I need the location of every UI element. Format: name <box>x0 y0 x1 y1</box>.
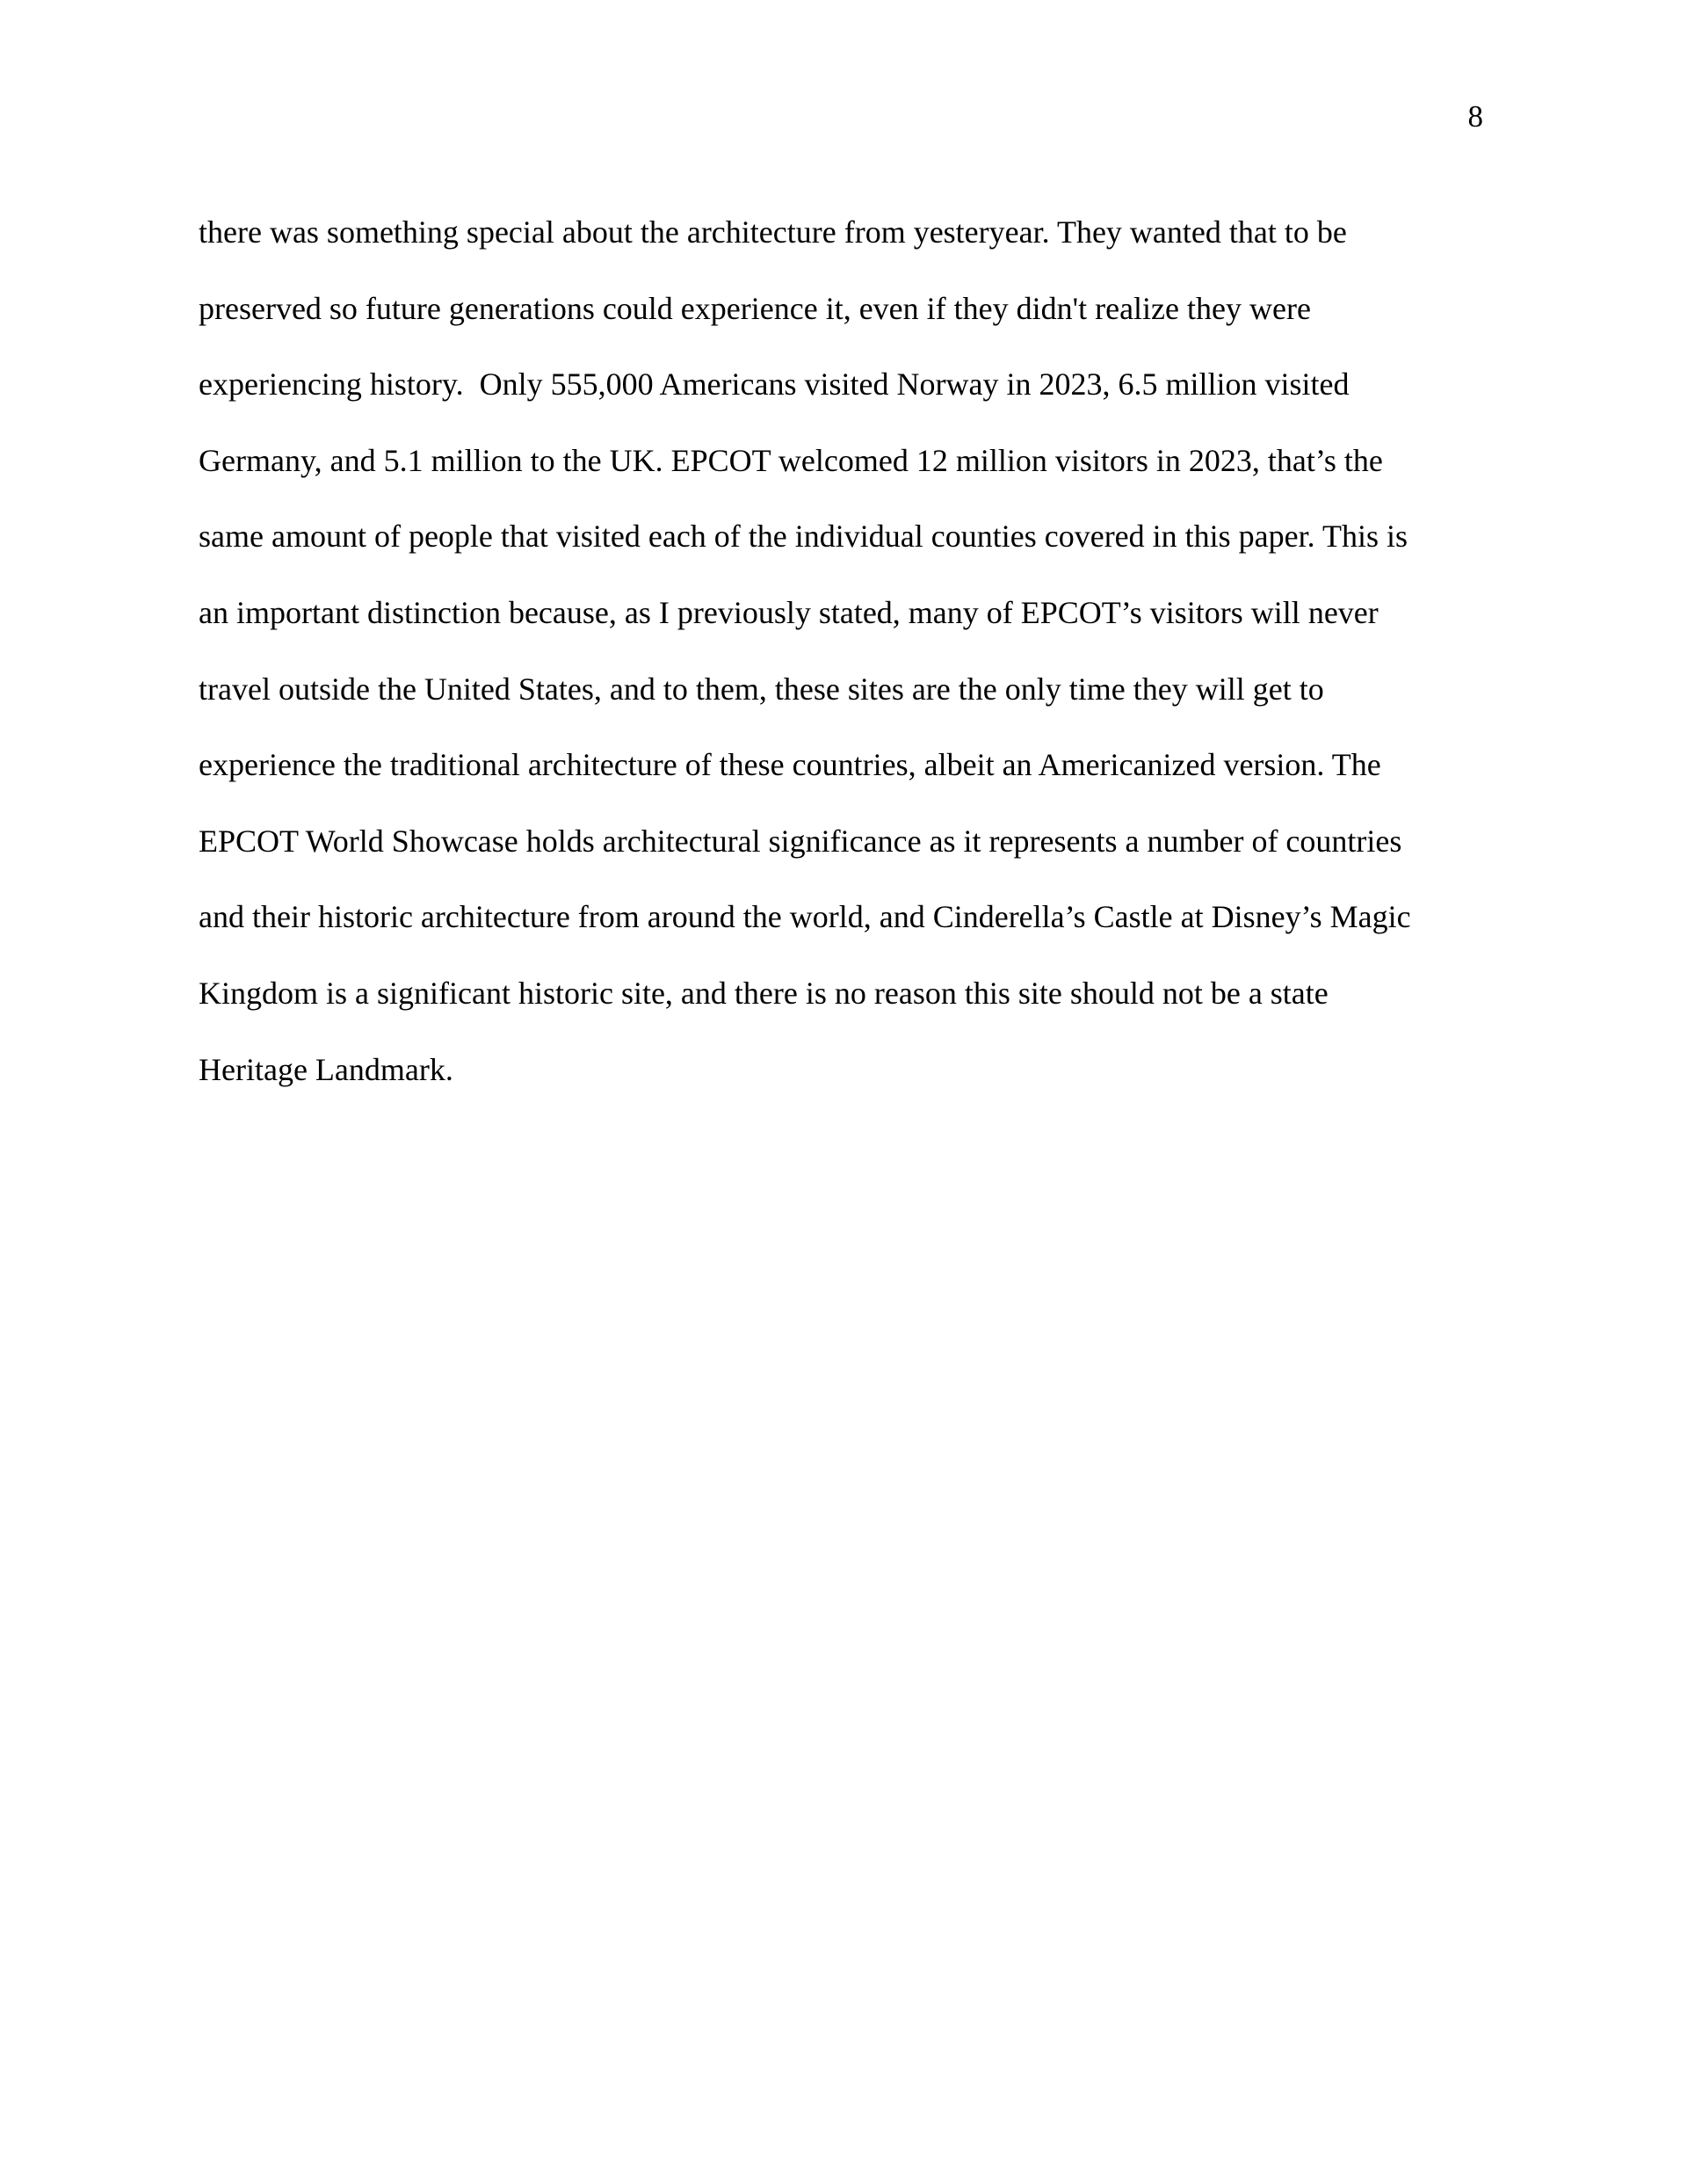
text-line: Heritage Landmark. <box>199 1051 453 1087</box>
body-paragraph <box>199 194 1499 1107</box>
text-line: experiencing history. Only 555,000 Americans visited Norway in 2023, 6.5 million visited <box>199 366 1350 403</box>
text-line: travel outside the United States, and to them, these sites are the only time they will get to <box>199 671 1324 707</box>
text-line: there was something special about the architecture from yesteryear. They wanted that to be <box>199 214 1347 250</box>
page-number: 8 <box>1467 99 1483 134</box>
text-line: EPCOT World Showcase holds architectural significance as it represents a number of countries <box>199 823 1402 859</box>
text-line: experience the traditional architecture of these countries, albeit an Americanized version. The <box>199 747 1381 783</box>
text-line: Germany, and 5.1 million to the UK. EPCOT welcomed 12 million visitors in 2023, that’s the <box>199 442 1383 478</box>
text-line: and their historic architecture from around the world, and Cinderella’s Castle at Disney’s Magic <box>199 899 1411 935</box>
text-line: Kingdom is a significant historic site, and there is no reason this site should not be a state <box>199 975 1329 1011</box>
text-line: an important distinction because, as I previously stated, many of EPCOT’s visitors will never <box>199 594 1379 630</box>
text-line: preserved so future generations could experience it, even if they didn't realize they were <box>199 290 1311 326</box>
text-line: same amount of people that visited each of the individual counties covered in this paper. This is <box>199 519 1408 555</box>
